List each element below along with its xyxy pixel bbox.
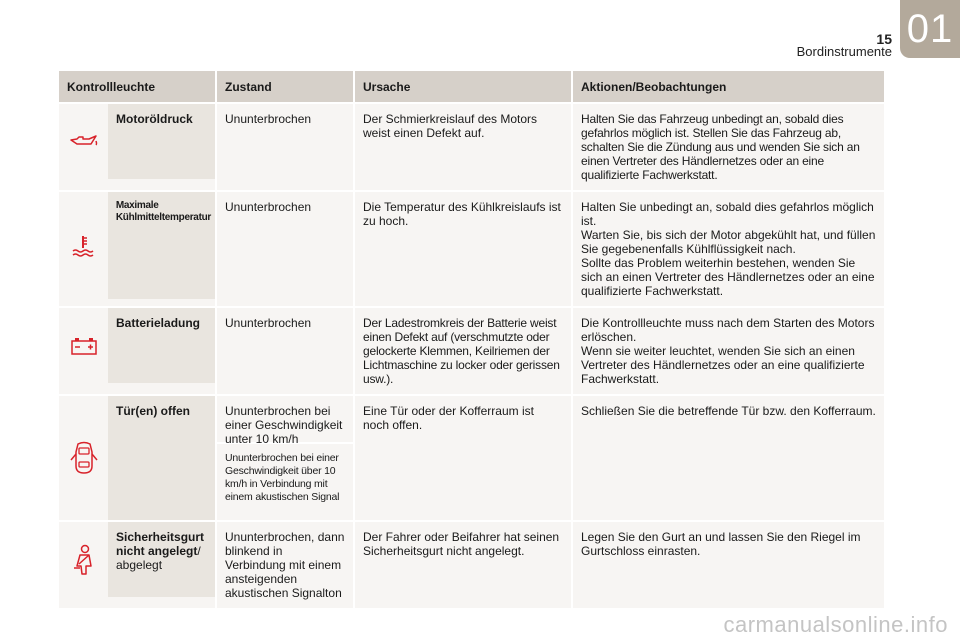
light-name: Sicherheitsgurt nicht angelegt <box>116 530 205 558</box>
state-cell: Ununterbrochen bei einer Geschwindigkeit über 10 km/h in Verbindung mit einem akustischen Signal <box>225 452 340 503</box>
column-header: Aktionen/Beobachtungen <box>572 70 885 103</box>
action-cell <box>572 191 885 307</box>
light-name: Motoröldruck <box>108 104 215 179</box>
watermark: carmanualsonline.info <box>723 612 948 637</box>
action-cell: Halten Sie das Fahrzeug unbedingt an, sobald dies gefahrlos möglich ist. Stellen Sie das Fahrzeug ab, schalten Sie die Zündung aus und wenden Sie sich an einen Vertreter des Händlernetzes oder an eine qualifizierte Fachwerkstatt. <box>572 103 885 191</box>
table-header-row <box>58 70 885 103</box>
warning-lights-table <box>57 69 886 610</box>
column-header: Zustand <box>216 70 354 103</box>
table-row <box>58 191 885 307</box>
battery-icon <box>59 308 108 383</box>
state-cell: Ununterbrochen <box>216 191 354 307</box>
seatbelt-icon <box>59 522 108 597</box>
light-name-suffix: / abgelegt <box>116 544 201 572</box>
action-cell: Legen Sie den Gurt an und lassen Sie den Riegel im Gurtschloss einrasten. <box>572 521 885 609</box>
section-title: Bordinstrumente <box>796 44 892 59</box>
cause-cell: Der Schmierkreislauf des Motors weist einen Defekt auf. <box>354 103 572 191</box>
door-open-icon <box>59 396 108 520</box>
column-header: Ursache <box>354 70 572 103</box>
action-line: Sollte das Problem weiterhin bestehen, wenden Sie sich an einen Vertreter des Händlernetzes oder an eine qualifizierte Fachwerkstatt. <box>581 256 875 298</box>
cause-cell: Die Temperatur des Kühlkreislaufs ist zu hoch. <box>354 191 572 307</box>
light-name: Tür(en) offen <box>108 396 215 520</box>
chapter-tab: 01 <box>900 0 960 58</box>
action-line: Die Kontrollleuchte muss nach dem Starten des Motors erlöschen. <box>581 316 875 344</box>
action-cell: Schließen Sie die betreffende Tür bzw. den Kofferraum. <box>572 395 885 521</box>
state-cell: Ununterbrochen bei einer Geschwindigkeit unter 10 km/h <box>217 396 353 444</box>
coolant-temperature-icon <box>59 192 108 299</box>
state-cell: Ununterbrochen <box>216 103 354 191</box>
cause-cell: Der Fahrer oder Beifahrer hat seinen Sicherheitsgurt nicht angelegt. <box>354 521 572 609</box>
oil-can-icon <box>59 104 108 179</box>
action-line: Warten Sie, bis sich der Motor abgekühlt hat, und füllen Sie gegebenenfalls Kühlflüssigkeit nach. <box>581 228 876 256</box>
action-line: Wenn sie weiter leuchtet, wenden Sie sich an einen Vertreter des Händlernetzes oder an eine qualifizierte Fachwerkstatt. <box>581 344 865 386</box>
action-cell <box>572 307 885 395</box>
state-cell: Ununterbrochen <box>216 307 354 395</box>
column-header: Kontrollleuchte <box>58 70 216 103</box>
action-line: Halten Sie unbedingt an, sobald dies gefahrlos möglich ist. <box>581 200 874 228</box>
cause-cell: Der Ladestromkreis der Batterie weist einen Defekt auf (verschmutzte oder gelockerte Klemmen, Keilriemen der Lichtmaschine zu locker oder gerissen usw.). <box>354 307 572 395</box>
table-row <box>58 307 885 395</box>
table-row <box>58 395 885 521</box>
cause-cell: Eine Tür oder der Kofferraum ist noch offen. <box>354 395 572 521</box>
light-name: Batterieladung <box>108 308 215 383</box>
table-row <box>58 103 885 191</box>
page-number: 15 <box>876 31 892 47</box>
state-cell: Ununterbrochen, dann blinkend in Verbindung mit einem ansteigenden akustischen Signalton <box>216 521 354 609</box>
table-row <box>58 521 885 609</box>
light-name: Maximale Kühlmitteltemperatur <box>108 192 215 299</box>
